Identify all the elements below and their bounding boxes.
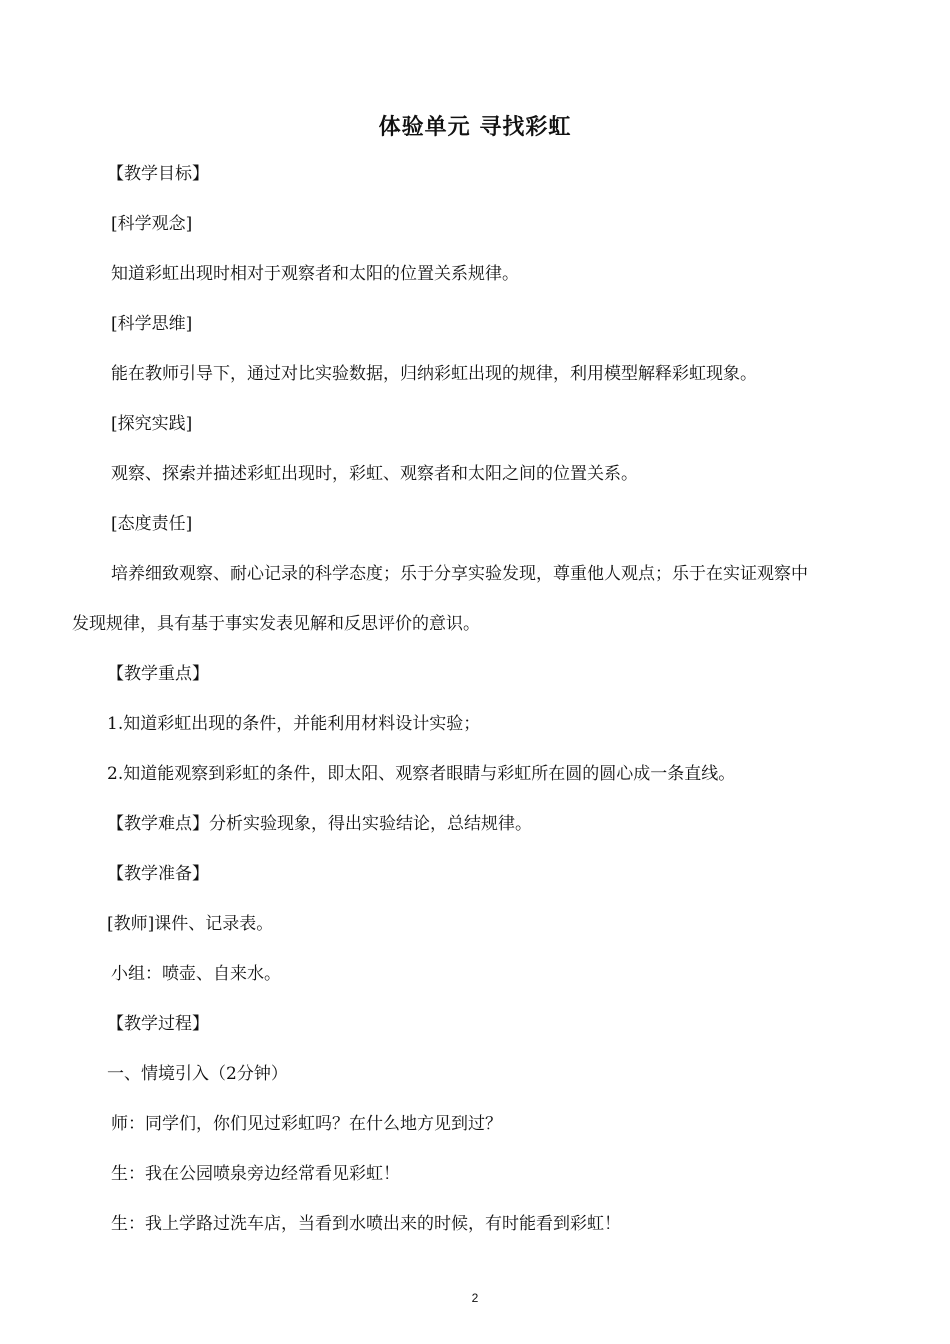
paragraph-line: 知道彩虹出现时相对于观察者和太阳的位置关系规律。	[111, 264, 519, 284]
dialogue-line: 师：同学们，你们见过彩虹吗？在什么地方见到过？	[111, 1114, 502, 1134]
list-item: 1.知道彩虹出现的条件，并能利用材料设计实验；	[107, 714, 481, 734]
subsection-heading: 一、情境引入（2分钟）	[107, 1064, 288, 1084]
paragraph-line: [教师]课件、记录表。	[107, 914, 274, 934]
paragraph-line: 能在教师引导下，通过对比实验数据，归纳彩虹出现的规律，利用模型解释彩虹现象。	[111, 364, 757, 384]
page-number: 2	[471, 1291, 479, 1305]
section-heading-key-points: 【教学重点】	[107, 664, 209, 684]
paragraph-line: 培养细致观察、耐心记录的科学态度；乐于分享实验发现，尊重他人观点；乐于在实证观察中	[111, 564, 808, 584]
subheading-science-thinking: [科学思维]	[111, 314, 193, 334]
section-heading-objectives: 【教学目标】	[107, 164, 209, 184]
list-item: 2.知道能观察到彩虹的条件，即太阳、观察者眼睛与彩虹所在圆的圆心成一条直线。	[107, 764, 736, 784]
section-heading-difficulties: 【教学难点】分析实验现象，得出实验结论，总结规律。	[107, 814, 532, 834]
section-heading-process: 【教学过程】	[107, 1014, 209, 1034]
paragraph-line: 观察、探索并描述彩虹出现时，彩虹、观察者和太阳之间的位置关系。	[111, 464, 638, 484]
subheading-attitude-responsibility: [态度责任]	[111, 514, 193, 534]
paragraph-line: 发现规律，具有基于事实发表见解和反思评价的意识。	[72, 614, 480, 634]
subheading-inquiry-practice: [探究实践]	[111, 414, 193, 434]
document-title: 体验单元 寻找彩虹	[378, 115, 572, 140]
subheading-science-concept: [科学观念]	[111, 214, 193, 234]
dialogue-line: 生：我在公园喷泉旁边经常看见彩虹！	[111, 1164, 400, 1184]
section-heading-preparation: 【教学准备】	[107, 864, 209, 884]
paragraph-line: 小组：喷壶、自来水。	[111, 964, 281, 984]
dialogue-line: 生：我上学路过洗车店，当看到水喷出来的时候，有时能看到彩虹！	[111, 1214, 621, 1234]
